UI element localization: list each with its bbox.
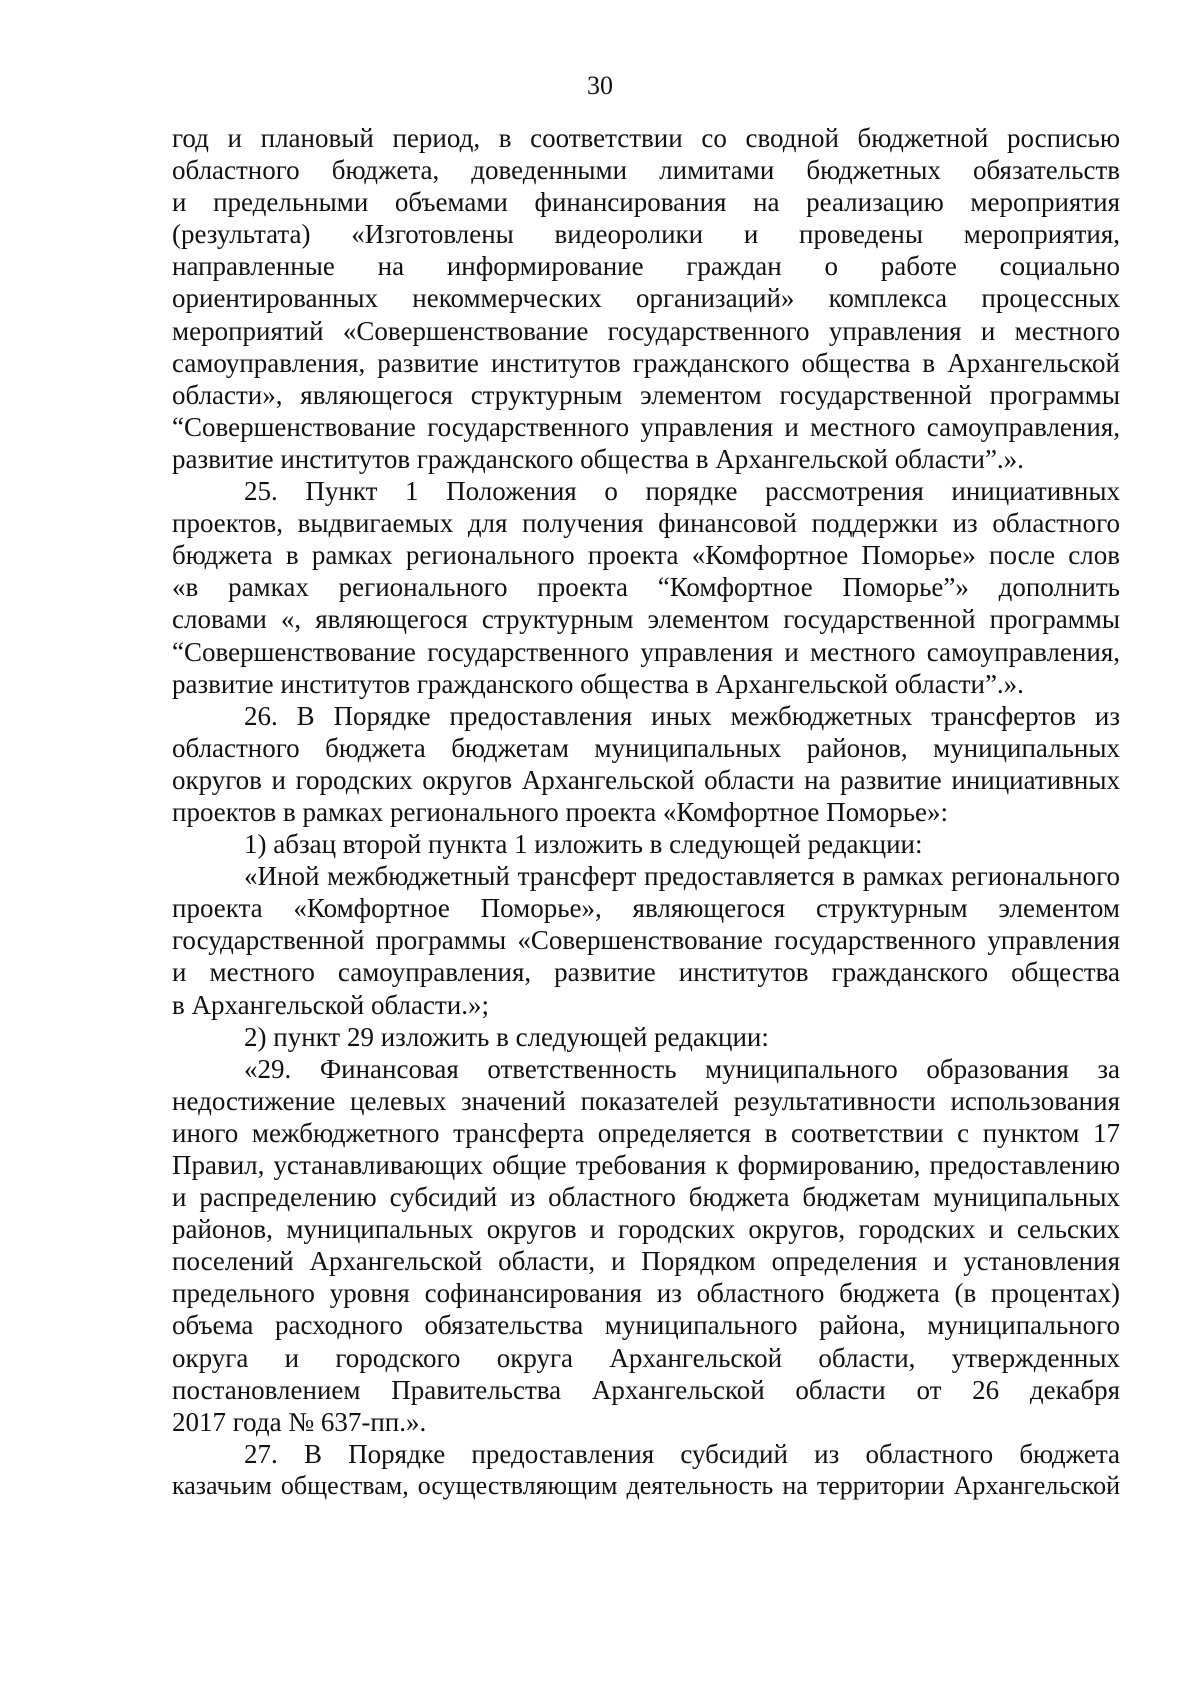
text-line: государственной программы «Совершенствование государственного управления: [172, 925, 1120, 956]
text-line: развитие институтов гражданского общества в Архангельской области”.».: [172, 443, 1024, 474]
text-line: развитие институтов гражданского общества в Архангельской области”.».: [172, 668, 1024, 699]
text-line: “Совершенствование государственного управления и местного самоуправления,: [172, 411, 1120, 442]
text-line: 26. В Порядке предоставления иных межбюджетных трансфертов из: [244, 700, 1120, 731]
text-line: и предельными объемами финансирования на реализацию мероприятия: [172, 187, 1120, 218]
text-line: 27. В Порядке предоставления субсидий из областного бюджета: [244, 1438, 1120, 1469]
text-line: проектов, выдвигаемых для получения финансовой поддержки из областного: [172, 508, 1120, 539]
text-line: проекта «Комфортное Поморье», являющегося структурным элементом: [172, 893, 1120, 924]
text-line: в Архангельской области.»;: [172, 989, 489, 1020]
text-line: казачьим обществам, осуществляющим деятельность на территории Архангельской: [172, 1470, 1120, 1500]
text-line: (результата) «Изготовлены видеоролики и проведены мероприятия,: [172, 219, 1120, 250]
text-line: 1) абзац второй пункта 1 изложить в следующей редакции:: [244, 829, 923, 860]
text-line: бюджета в рамках регионального проекта «Комфортное Поморье» после слов: [172, 540, 1120, 571]
text-line: районов, муниципальных округов и городских округов, городских и сельских: [172, 1214, 1120, 1245]
text-line: округов и городских округов Архангельской области на развитие инициативных: [172, 764, 1120, 795]
text-line: «29. Финансовая ответственность муниципального образования за: [244, 1053, 1120, 1084]
text-line: и местного самоуправления, развитие институтов гражданского общества: [172, 957, 1120, 988]
text-line: словами «, являющегося структурным элементом государственной программы: [172, 604, 1120, 635]
text-line: мероприятий «Совершенствование государственного управления и местного: [172, 315, 1120, 346]
text-line: проектов в рамках регионального проекта «Комфортное Поморье»:: [172, 796, 948, 827]
text-line: области», являющегося структурным элементом государственной программы: [172, 379, 1120, 410]
text-line: 2017 года № 637-пп.».: [172, 1406, 427, 1437]
text-line: «Иной межбюджетный трансферт предоставляется в рамках регионального: [244, 861, 1120, 892]
text-line: постановлением Правительства Архангельской области от 26 декабря: [172, 1374, 1120, 1405]
page-number: 30: [587, 71, 613, 100]
text-line: областного бюджета, доведенными лимитами бюджетных обязательств: [172, 155, 1120, 186]
text-line: “Совершенствование государственного управления и местного самоуправления,: [172, 636, 1120, 667]
text-line: ориентированных некоммерческих организаций» комплекса процессных: [172, 283, 1120, 314]
text-line: областного бюджета бюджетам муниципальных районов, муниципальных: [172, 732, 1120, 763]
text-line: округа и городского округа Архангельской области, утвержденных: [172, 1342, 1120, 1373]
text-line: поселений Архангельской области, и Порядком определения и установления: [172, 1246, 1120, 1277]
text-line: 25. Пункт 1 Положения о порядке рассмотрения инициативных: [244, 476, 1120, 507]
text-line: «в рамках регионального проекта “Комфортное Поморье”» дополнить: [172, 572, 1120, 603]
text-line: недостижение целевых значений показателей результативности использования: [172, 1085, 1120, 1116]
text-line: и распределению субсидий из областного бюджета бюджетам муниципальных: [172, 1182, 1120, 1213]
text-line: объема расходного обязательства муниципального района, муниципального: [172, 1310, 1120, 1341]
text-line: 2) пункт 29 изложить в следующей редакции:: [244, 1021, 769, 1052]
text-line: самоуправления, развитие институтов гражданского общества в Архангельской: [172, 347, 1120, 378]
text-line: Правил, устанавливающих общие требования к формированию, предоставлению: [172, 1150, 1120, 1180]
text-line: год и плановый период, в соответствии со сводной бюджетной росписью: [172, 123, 1120, 153]
text-line: иного межбюджетного трансферта определяется в соответствии с пунктом 17: [172, 1117, 1120, 1148]
text-line: направленные на информирование граждан о работе социально: [172, 251, 1120, 282]
document-body: [172, 122, 1120, 1502]
text-line: предельного уровня софинансирования из областного бюджета (в процентах): [172, 1278, 1120, 1309]
